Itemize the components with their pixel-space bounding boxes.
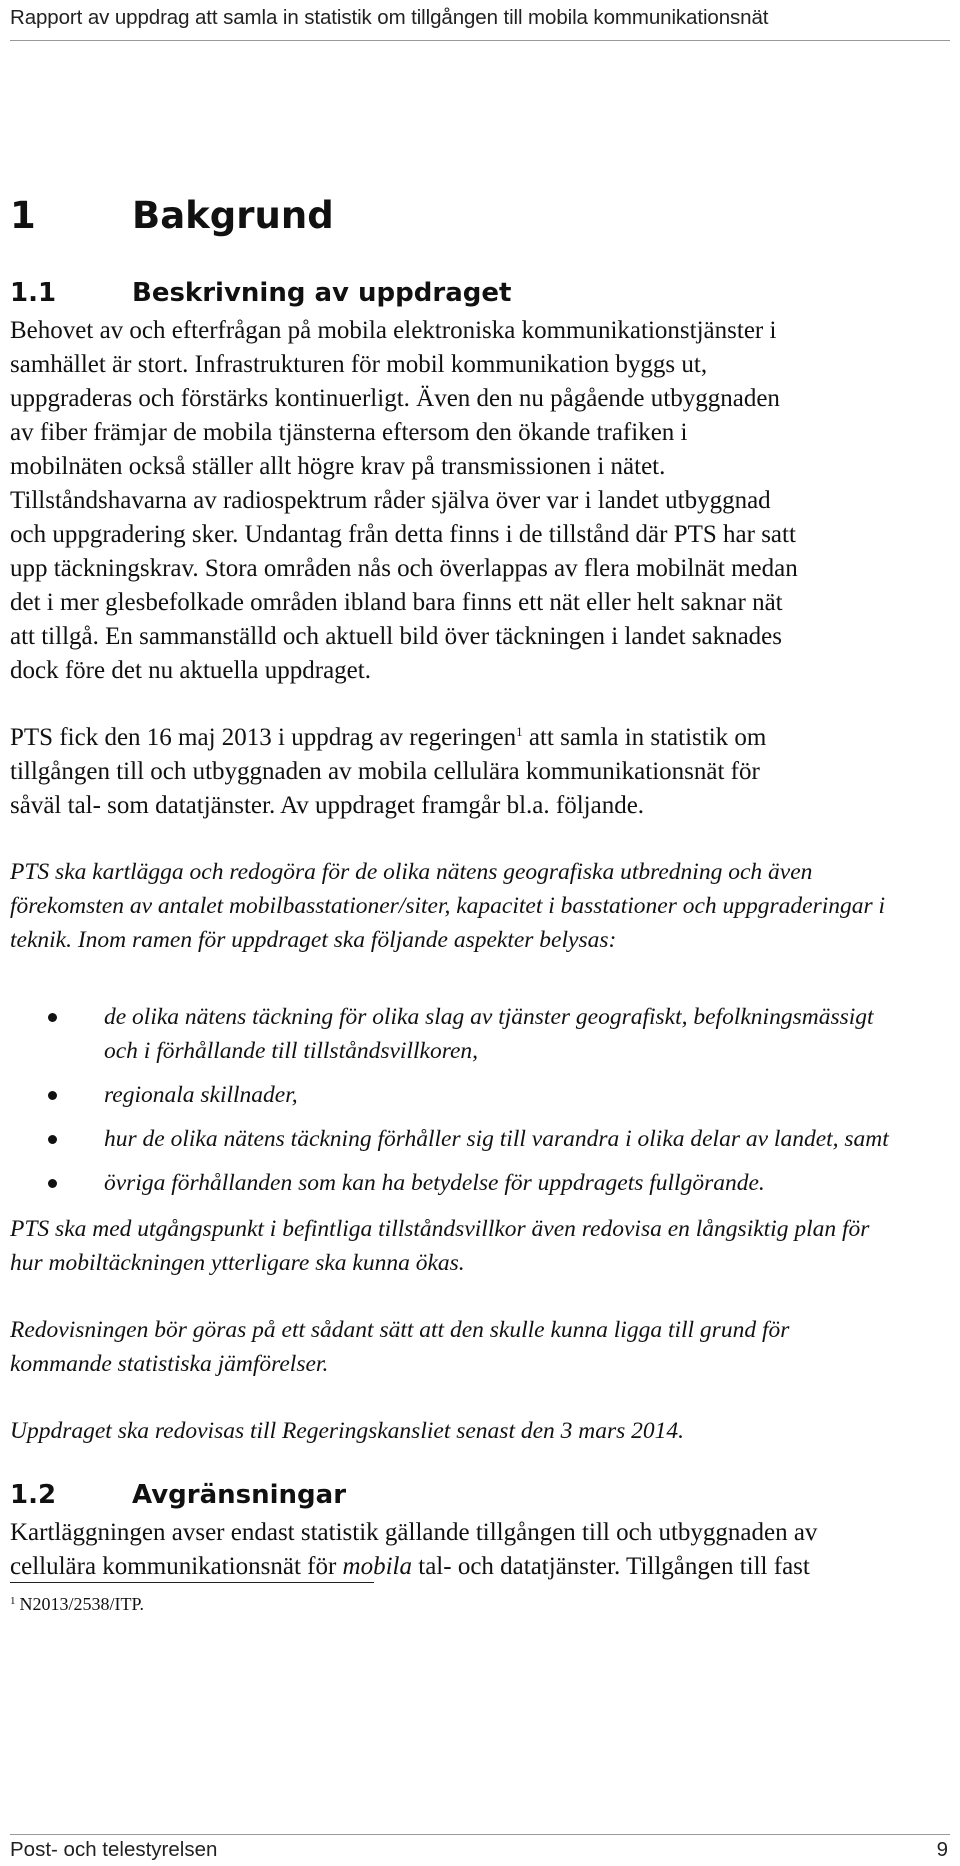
text-line: upp täckningskrav. Stora områden nås och överlappas av flera mobilnät medan	[10, 555, 798, 582]
text-line: det i mer glesbefolkade områden ibland bara finns ett nät eller helt saknar nät	[10, 589, 783, 616]
quote-line: teknik. Inom ramen för uppdraget ska följande aspekter belysas:	[10, 927, 617, 953]
list-item	[10, 1000, 950, 1068]
list-item-text: regionala skillnader,	[104, 1082, 298, 1108]
subsection-heading-1-1	[10, 278, 511, 308]
text-line: tillgången till och utbyggnaden av mobila cellulära kommunikationsnät för	[10, 758, 760, 785]
emphasis-text: mobila	[342, 1553, 412, 1580]
subsection-title: Beskrivning av uppdraget	[132, 278, 512, 308]
footnote-text: N2013/2538/ITP.	[19, 1594, 145, 1614]
subsection-title: Avgränsningar	[132, 1480, 347, 1510]
bullet-icon	[48, 1013, 57, 1022]
list-item-text: och i förhållande till tillståndsvillkoren,	[104, 1038, 479, 1064]
footer-divider	[10, 1834, 950, 1835]
list-item	[10, 1078, 950, 1112]
text-line: såväl tal- som datatjänster. Av uppdraget framgår bl.a. följande.	[10, 792, 645, 819]
footnote-reference[interactable]: 1	[516, 724, 523, 739]
quote-line: kommande statistiska jämförelser.	[10, 1351, 329, 1377]
text-line	[10, 1550, 950, 1584]
list-item	[10, 1122, 950, 1156]
text-line: uppgraderas och förstärks kontinuerligt. Även den nu pågående utbyggnaden	[10, 385, 780, 412]
text-line: mobilnäten också ställer allt högre krav på transmissionen i nätet.	[10, 453, 666, 480]
quote-block-3	[10, 1313, 950, 1381]
bullet-icon	[48, 1135, 57, 1144]
subsection-number: 1.1	[10, 278, 57, 308]
quote-line: PTS ska kartlägga och redogöra för de olika nätens geografiska utbredning och även	[10, 859, 813, 885]
bullet-icon	[48, 1091, 57, 1100]
text-line: dock före det nu aktuella uppdraget.	[10, 657, 371, 684]
quote-line: PTS ska med utgångspunkt i befintliga tillståndsvillkor även redovisa en långsiktig plan för	[10, 1216, 870, 1242]
text-line: samhället är stort. Infrastrukturen för mobil kommunikation byggs ut,	[10, 351, 708, 378]
running-header: Rapport av uppdrag att samla in statistik om tillgången till mobila kommunikationsnät	[10, 6, 769, 29]
quote-line: hur mobiltäckningen ytterligare ska kunna ökas.	[10, 1250, 465, 1276]
bullet-icon	[48, 1179, 57, 1188]
section-heading-1	[10, 194, 334, 237]
list-item-text: de olika nätens täckning för olika slag av tjänster geografiskt, befolkningsmässigt	[104, 1004, 874, 1030]
text-run: att samla in statistik om	[522, 724, 767, 751]
text-line: Tillståndshavarna av radiospektrum råder själva över var i landet utbyggnad	[10, 487, 771, 514]
page-number: 9	[936, 1838, 948, 1861]
text-line: att tillgå. En sammanställd och aktuell bild över täckningen i landet saknades	[10, 623, 783, 650]
footnote-divider	[10, 1582, 374, 1583]
list-item-text: hur de olika nätens täckning förhåller sig till varandra i olika delar av landet, samt	[104, 1126, 889, 1152]
text-line: av fiber främjar de mobila tjänsterna eftersom den ökande trafiken i	[10, 419, 688, 446]
quote-line: Uppdraget ska redovisas till Regeringskansliet senast den 3 mars 2014.	[10, 1418, 685, 1444]
text-line: och uppgradering sker. Undantag från detta finns i de tillstånd där PTS har satt	[10, 521, 796, 548]
section-title: Bakgrund	[132, 194, 334, 237]
subsection-number: 1.2	[10, 1480, 57, 1510]
paragraph-limitations	[10, 1516, 950, 1584]
text-run: PTS fick den 16 maj 2013 i uppdrag av regeringen	[10, 724, 517, 751]
footnote-marker: 1	[10, 1595, 16, 1607]
section-number: 1	[10, 194, 36, 237]
list-item-text: övriga förhållanden som kan ha betydelse för uppdragets fullgörande.	[104, 1170, 765, 1196]
footnote	[10, 1594, 144, 1615]
header-divider	[10, 40, 950, 41]
quote-line: Redovisningen bör göras på ett sådant sätt att den skulle kunna ligga till grund för	[10, 1317, 790, 1343]
bullet-list	[10, 1000, 950, 1200]
text-run: tal- och datatjänster. Tillgången till fast	[412, 1553, 810, 1580]
paragraph-assignment	[10, 721, 950, 823]
quote-block-1	[10, 855, 950, 957]
text-line: Behovet av och efterfrågan på mobila elektroniska kommunikationstjänster i	[10, 317, 777, 344]
list-item	[10, 1166, 950, 1200]
subsection-heading-1-2	[10, 1480, 346, 1510]
quote-line: förekomsten av antalet mobilbasstationer/siter, kapacitet i basstationer och uppgraderingar i	[10, 893, 886, 919]
text-line: Kartläggningen avser endast statistik gällande tillgången till och utbyggnaden av	[10, 1519, 818, 1546]
footer-organization: Post- och telestyrelsen	[10, 1838, 218, 1861]
quote-block-2	[10, 1212, 950, 1280]
quote-block-4	[10, 1414, 950, 1448]
text-line	[10, 721, 950, 755]
paragraph-background	[10, 314, 950, 688]
text-run: cellulära kommunikationsnät för	[10, 1553, 343, 1580]
